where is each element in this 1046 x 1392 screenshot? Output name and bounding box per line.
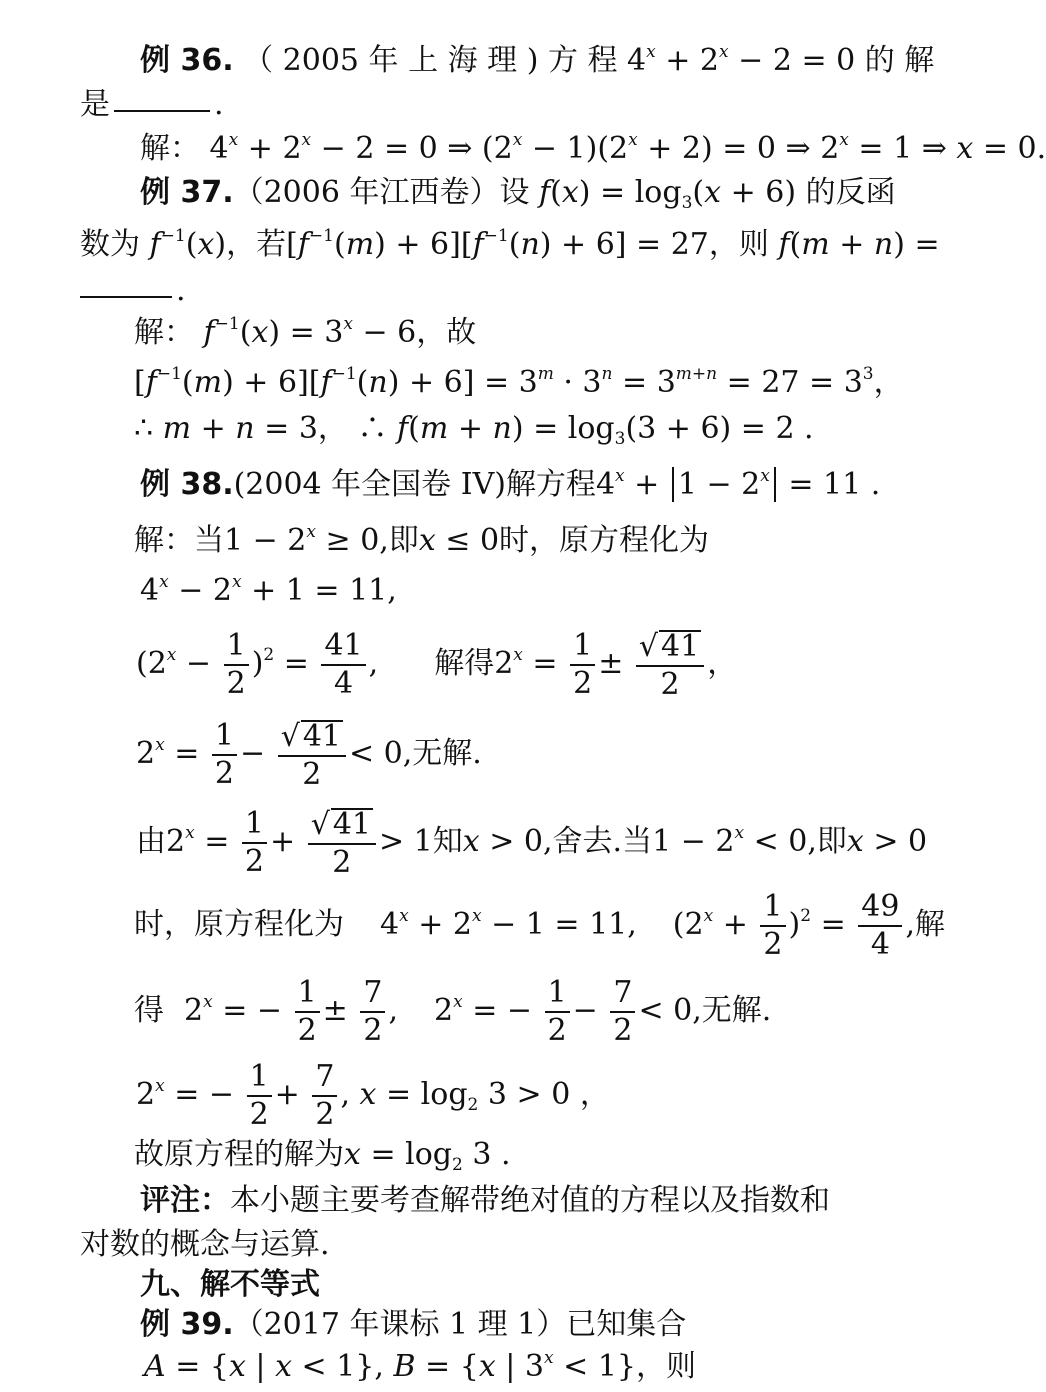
ex37-line2 [80, 226, 940, 262]
ex37-line1 [140, 175, 896, 213]
ex38-eq7-math: $2^x$ = − $\frac{1}{2}$ + $\frac{7}{2}$ , $x = \log_2 3 > 0$ ， [136, 1059, 610, 1132]
ex38-cond2: x ≤ 0 [418, 523, 500, 558]
ex38-solution-line1 [134, 522, 710, 558]
section-title [140, 1267, 320, 1302]
ex36-solution [140, 130, 1046, 166]
ex38-cond-mid: 即 [388, 523, 419, 558]
ex38-eq3-math: $2^x$ = $\frac{1}{2}$ − $\frac{√ 41}{2}$ < 0, [136, 718, 413, 792]
ex38-get-label: 得 [134, 993, 164, 1028]
ex37-sol-math1: $f^{-1}(x) = 3^x - 6$ [203, 314, 417, 350]
comment-text1: 本小题主要考查解带绝对值的方程以及指数和 [230, 1183, 830, 1218]
ex36-sol-prefix: 解： [140, 131, 200, 166]
ex37-condition: $[f^{-1}(m) + 6][f^{-1}(n) + 6] = 27$ [286, 226, 709, 262]
ex38-eq4-math: $2^x$ = $\frac{1}{2}$ + $\frac{√ 41}{2}$ > 1 [166, 806, 433, 880]
ex38-by-label: 由 [136, 824, 166, 859]
ex36-text1: 方 程 [538, 43, 628, 78]
ex37-target: f(m + n) = [778, 227, 940, 262]
ex37-line3 [80, 273, 186, 308]
ex38-eq7 [136, 1059, 610, 1132]
ex37-sol-prefix: 解： [134, 315, 194, 350]
ex37-label: 例 37. [140, 175, 234, 210]
ex38-label: 例 38. [140, 467, 234, 502]
ex38-eq4 [136, 808, 927, 878]
ex38-no-solution-2: 无解. [701, 993, 772, 1028]
ex38-conclusion-math: $x = \log_2 3$ . [344, 1137, 511, 1175]
ex38-eq2-math: ($2^x$ − $\frac{1}{2}$ )$^2$ = $\frac{41}{4}$ , [136, 628, 379, 701]
ex37-function: $f(x) = \log_3(x + 6)$ [539, 175, 797, 213]
ex37-line3-suffix: . [176, 273, 186, 308]
ex38-eq6-math2: $2^x$ = − $\frac{1}{2}$ − $\frac{7}{2}$ < 0, [434, 975, 702, 1048]
ex38-solved-label: 解得 [434, 646, 495, 681]
ex36-equation: $4^x + 2^x - 2 = 0$ [627, 42, 856, 78]
ex37-sol-suffix: ，故 [416, 315, 477, 350]
ex37-inverse: $f^{-1}(x)$ [149, 226, 227, 262]
ex37-solution-line1 [134, 314, 477, 350]
ex38-know-label: 知 [432, 824, 463, 859]
ex38-equation: $4^x + 1 - 2^x = 11$ . [595, 466, 881, 502]
ex36-label: 例 36. [140, 43, 234, 78]
ex38-cond1: $1 - 2^x \ge 0$, [224, 522, 389, 558]
ex38-eq1-math: $4^x - 2^x + 1 = 11$, [140, 572, 397, 608]
ex36-line2-suffix: . [214, 87, 224, 122]
comment-label: 评注： [140, 1183, 230, 1218]
ex38-eq5 [134, 889, 945, 962]
comment-text2: 对数的概念与运算. [80, 1227, 330, 1262]
ex39-source: （2017 年课标 1 理 1） [233, 1307, 567, 1342]
ex38-eq6-math1: $2^x$ = − $\frac{1}{2}$ ± $\frac{7}{2}$ , [184, 975, 398, 1048]
ex37-line2-text1: 数为 [80, 227, 150, 262]
ex38-eq4-x: x > 0, [462, 824, 553, 859]
ex38-conclusion-prefix: 故原方程的解为 [134, 1137, 344, 1172]
ex38-text1: 解方程 [505, 467, 596, 502]
ex38-eq2 [136, 630, 737, 700]
ex37-line2-text2: ，若 [226, 227, 287, 262]
ex37-solution-line3 [134, 411, 814, 449]
ex38-eq5-math2: ($2^x$ + $\frac{1}{2}$ )$^2$ = $\frac{49}{4}$ , [672, 889, 915, 962]
ex37-text1: 设 [499, 175, 540, 210]
ex36-line2 [80, 87, 224, 122]
ex39-line2 [144, 1348, 696, 1384]
ex38-comment-line2 [80, 1227, 330, 1262]
ex38-eq5-math1: $4^x + 2^x - 1 = 11$, [380, 906, 637, 942]
ex38-cond3: $1 - 2^x < 0$, [652, 823, 817, 859]
answer-blank [114, 109, 210, 112]
ex39-then: ，则 [636, 1349, 696, 1384]
ex38-no-solution-1: 无解. [412, 736, 482, 771]
ex37-line2-text3: ，则 [708, 227, 779, 262]
ex38-eq1 [140, 572, 397, 608]
ex36-text2: 的 解 [855, 43, 935, 78]
ex38-cond-end: 时，原方程化为 [499, 523, 710, 558]
ex38-cond4: x > 0 [846, 824, 928, 859]
ex38-comment-line1 [140, 1183, 830, 1218]
ex36-source: （ 2005 年 上 海 理 ) [243, 43, 539, 78]
ex38-conclusion [134, 1137, 511, 1175]
ex38-source: (2004 年全国卷 IV) [233, 467, 506, 502]
ex38-line1 [140, 466, 881, 502]
ex39-text1: 已知集合 [566, 1307, 687, 1342]
ex37-solution-line2 [134, 364, 904, 400]
ex37-sol-math3: ∴ m + n = 3， ∴ $f(m + n) = \log_3(3 + 6) = 2$ . [134, 411, 814, 449]
answer-blank [80, 295, 172, 298]
ex37-sol-math2: $[f^{-1}(m) + 6][f^{-1}(n) + 6] = 3^m \cdot 3^n = 3^{m+n} = 27 = 3^3$， [134, 364, 904, 400]
ex36-line2-prefix: 是 [80, 87, 110, 122]
ex38-solve-end: 解 [915, 907, 945, 942]
ex38-discard-label: 舍去.当 [552, 824, 653, 859]
ex36-sol-math: $4^x + 2^x - 2 = 0$ ⇒ $(2^x - 1)(2^x + 2) = 0$ ⇒ $2^x = 1$ ⇒ x = 0. [209, 130, 1046, 166]
ex38-eq6 [134, 975, 772, 1048]
ex37-source: （2006 年江西卷） [233, 175, 500, 210]
ex39-label: 例 39. [140, 1307, 234, 1342]
ex39-line1 [140, 1307, 687, 1342]
section9-title: 九、解不等式 [140, 1267, 320, 1302]
ex36-line1 [140, 42, 935, 78]
ex38-eq3 [136, 720, 482, 790]
ex38-sol-prefix: 解：当 [134, 523, 224, 558]
ex38-cond-mid-2: 即 [816, 824, 847, 859]
ex37-text2: 的反函 [796, 175, 896, 210]
ex39-sets: A = {x | x < 1}, B = {x | $3^x < 1$} [144, 1348, 636, 1384]
ex38-then-label: 时，原方程化为 [134, 907, 344, 942]
ex38-eq2-result: $2^x$ = $\frac{1}{2}$ ± $\frac{√ 41}{2}$ ， [494, 628, 738, 702]
